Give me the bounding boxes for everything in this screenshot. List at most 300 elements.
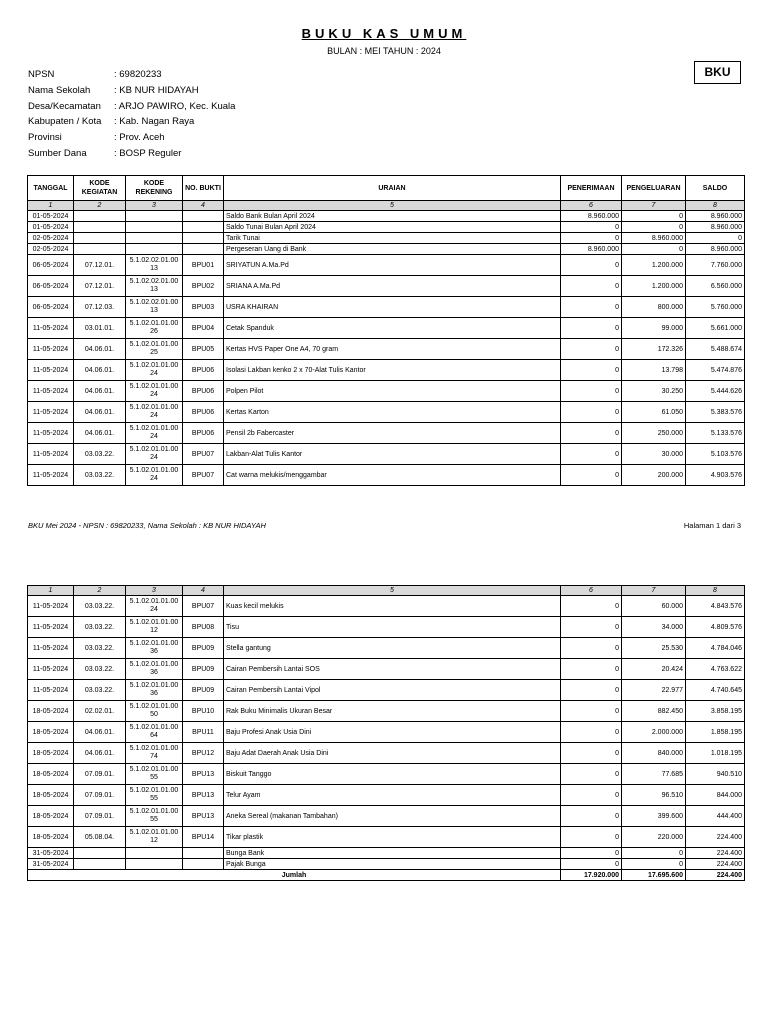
cell-pengeluaran: 8.960.000 — [622, 233, 686, 244]
header-no-bukti: NO. BUKTI — [183, 176, 224, 201]
cell-tanggal: 11-05-2024 — [28, 444, 74, 465]
cell-pengeluaran: 399.600 — [622, 806, 686, 827]
cell-no-bukti — [183, 244, 224, 255]
cell-uraian: Rak Buku Minimalis Ukuran Besar — [224, 701, 561, 722]
cell-tanggal: 11-05-2024 — [28, 596, 74, 617]
cell-uraian: Kertas Karton — [224, 402, 561, 423]
cell-pengeluaran: 250.000 — [622, 423, 686, 444]
cell-kode-rekening — [126, 211, 183, 222]
info-row — [28, 148, 235, 164]
cell-kode-kegiatan: 03.03.22. — [74, 596, 126, 617]
cell-kode-kegiatan: 05.08.04. — [74, 827, 126, 848]
cell-pengeluaran: 60.000 — [622, 596, 686, 617]
info-label: NPSN — [28, 69, 55, 80]
column-number: 1 — [28, 201, 74, 211]
table-row — [28, 318, 745, 339]
table-row — [28, 701, 745, 722]
table-row — [28, 360, 745, 381]
column-number: 3 — [126, 586, 183, 596]
header-tanggal: TANGGAL — [28, 176, 74, 201]
total-row — [28, 870, 745, 881]
cell-uraian: Pensil 2b Fabercaster — [224, 423, 561, 444]
column-number: 1 — [28, 586, 74, 596]
header-kode-kegiatan: KODE KEGIATAN — [74, 176, 126, 201]
table-row — [28, 638, 745, 659]
column-number: 5 — [224, 586, 561, 596]
cell-pengeluaran: 13.798 — [622, 360, 686, 381]
cell-kode-rekening: 5.1.02.01.01.00 24 — [126, 444, 183, 465]
cell-penerimaan: 0 — [561, 276, 622, 297]
cell-kode-kegiatan: 07.09.01. — [74, 806, 126, 827]
info-label: Kabupaten / Kota — [28, 116, 102, 128]
column-number: 6 — [561, 586, 622, 596]
cell-uraian: USRA KHAIRAN — [224, 297, 561, 318]
cell-tanggal: 31-05-2024 — [28, 848, 74, 859]
cell-tanggal: 11-05-2024 — [28, 680, 74, 701]
column-number-row — [28, 201, 745, 211]
cell-saldo: 444.400 — [686, 806, 745, 827]
cell-kode-rekening: 5.1.02.01.01.00 12 — [126, 827, 183, 848]
cell-kode-kegiatan: 07.12.03. — [74, 297, 126, 318]
cell-kode-rekening: 5.1.02.01.01.00 74 — [126, 743, 183, 764]
table-row — [28, 381, 745, 402]
cell-penerimaan: 0 — [561, 444, 622, 465]
total-saldo: 224.400 — [686, 870, 745, 881]
header-saldo: SALDO — [686, 176, 745, 201]
cell-uraian: Aneka Sereal (makanan Tambahan) — [224, 806, 561, 827]
bku-badge: BKU — [694, 61, 741, 84]
cell-pengeluaran: 2.000.000 — [622, 722, 686, 743]
cell-pengeluaran: 220.000 — [622, 827, 686, 848]
cell-no-bukti: BPU06 — [183, 423, 224, 444]
cell-saldo: 5.760.000 — [686, 297, 745, 318]
cell-saldo: 8.960.000 — [686, 222, 745, 233]
column-number: 8 — [686, 586, 745, 596]
total-pengeluaran: 17.695.600 — [622, 870, 686, 881]
cell-no-bukti: BPU09 — [183, 659, 224, 680]
header-uraian: URAIAN — [224, 176, 561, 201]
cell-no-bukti: BPU07 — [183, 465, 224, 486]
cell-pengeluaran: 0 — [622, 222, 686, 233]
cell-pengeluaran: 0 — [622, 848, 686, 859]
cell-penerimaan: 0 — [561, 339, 622, 360]
cell-kode-kegiatan: 03.03.22. — [74, 638, 126, 659]
cell-kode-rekening: 5.1.02.01.01.00 24 — [126, 402, 183, 423]
cell-pengeluaran: 25.530 — [622, 638, 686, 659]
table-row — [28, 722, 745, 743]
cell-no-bukti: BPU03 — [183, 297, 224, 318]
cell-no-bukti: BPU13 — [183, 806, 224, 827]
document-title: BUKU KAS UMUM — [301, 26, 467, 41]
cell-tanggal: 18-05-2024 — [28, 806, 74, 827]
cell-kode-kegiatan — [74, 244, 126, 255]
cell-pengeluaran: 800.000 — [622, 297, 686, 318]
cell-pengeluaran: 0 — [622, 859, 686, 870]
cell-uraian: Lakban-Alat Tulis Kantor — [224, 444, 561, 465]
cell-kode-rekening — [126, 222, 183, 233]
cell-pengeluaran: 96.510 — [622, 785, 686, 806]
table-row — [28, 764, 745, 785]
cell-no-bukti: BPU06 — [183, 402, 224, 423]
cell-uraian: Tisu — [224, 617, 561, 638]
cell-tanggal: 11-05-2024 — [28, 339, 74, 360]
cell-tanggal: 11-05-2024 — [28, 402, 74, 423]
info-label: Provinsi — [28, 132, 62, 144]
cell-uraian: Bunga Bank — [224, 848, 561, 859]
cell-pengeluaran: 61.050 — [622, 402, 686, 423]
ledger-body-page-1 — [28, 211, 745, 486]
cell-uraian: Isolasi Lakban kenko 2 x 70-Alat Tulis Kantor — [224, 360, 561, 381]
table-row — [28, 222, 745, 233]
cell-pengeluaran: 22.977 — [622, 680, 686, 701]
cell-pengeluaran: 840.000 — [622, 743, 686, 764]
cell-penerimaan: 0 — [561, 785, 622, 806]
cell-penerimaan: 0 — [561, 297, 622, 318]
cell-saldo: 224.400 — [686, 848, 745, 859]
cell-tanggal: 11-05-2024 — [28, 659, 74, 680]
cell-kode-kegiatan: 03.03.22. — [74, 617, 126, 638]
cell-kode-rekening: 5.1.02.01.01.00 26 — [126, 318, 183, 339]
cell-kode-kegiatan: 04.06.01. — [74, 402, 126, 423]
cell-penerimaan: 0 — [561, 222, 622, 233]
cell-tanggal: 02-05-2024 — [28, 233, 74, 244]
cell-kode-kegiatan: 04.06.01. — [74, 381, 126, 402]
cell-penerimaan: 0 — [561, 360, 622, 381]
cell-penerimaan: 0 — [561, 722, 622, 743]
cell-pengeluaran: 30.000 — [622, 444, 686, 465]
cell-saldo: 4.809.576 — [686, 617, 745, 638]
cell-tanggal: 11-05-2024 — [28, 423, 74, 444]
table-row — [28, 680, 745, 701]
cell-kode-rekening: 5.1.02.01.01.00 24 — [126, 423, 183, 444]
cell-kode-rekening: 5.1.02.01.01.00 24 — [126, 360, 183, 381]
cell-tanggal: 11-05-2024 — [28, 638, 74, 659]
cell-tanggal: 18-05-2024 — [28, 701, 74, 722]
cell-saldo: 7.760.000 — [686, 255, 745, 276]
total-penerimaan: 17.920.000 — [561, 870, 622, 881]
cell-kode-kegiatan: 04.06.01. — [74, 423, 126, 444]
cell-no-bukti: BPU01 — [183, 255, 224, 276]
info-value: : 69820233 — [114, 69, 162, 80]
cell-uraian: Baju Adat Daerah Anak Usia Dini — [224, 743, 561, 764]
cell-saldo: 5.103.576 — [686, 444, 745, 465]
school-info — [28, 69, 235, 164]
cell-penerimaan: 0 — [561, 806, 622, 827]
table-row — [28, 827, 745, 848]
cell-kode-rekening: 5.1.02.01.01.00 55 — [126, 764, 183, 785]
cell-penerimaan: 0 — [561, 743, 622, 764]
cell-uraian: Tikar plastik — [224, 827, 561, 848]
cell-kode-rekening: 5.1.02.01.01.00 24 — [126, 381, 183, 402]
cell-kode-kegiatan: 07.09.01. — [74, 764, 126, 785]
cell-saldo: 0 — [686, 233, 745, 244]
info-label: Nama Sekolah — [28, 84, 91, 96]
cell-kode-kegiatan: 03.03.22. — [74, 680, 126, 701]
cell-kode-rekening — [126, 859, 183, 870]
cell-kode-kegiatan: 03.03.22. — [74, 659, 126, 680]
info-row — [28, 85, 235, 101]
cell-uraian: Kuas kecil melukis — [224, 596, 561, 617]
table-row — [28, 339, 745, 360]
cell-saldo: 1.858.195 — [686, 722, 745, 743]
cell-kode-kegiatan — [74, 859, 126, 870]
cell-penerimaan: 0 — [561, 764, 622, 785]
cell-kode-kegiatan: 07.12.01. — [74, 276, 126, 297]
cell-penerimaan: 0 — [561, 680, 622, 701]
table-row — [28, 211, 745, 222]
info-value: : ARJO PAWIRO, Kec. Kuala — [114, 100, 236, 112]
cell-uraian: Telur Ayam — [224, 785, 561, 806]
cell-penerimaan: 0 — [561, 255, 622, 276]
column-number-row — [28, 586, 745, 596]
table-header-row — [28, 176, 745, 201]
cell-uraian: Pergeseran Uang di Bank — [224, 244, 561, 255]
cell-saldo: 940.510 — [686, 764, 745, 785]
cell-pengeluaran: 1.200.000 — [622, 255, 686, 276]
column-number: 2 — [74, 201, 126, 211]
cell-kode-kegiatan: 04.06.01. — [74, 722, 126, 743]
ledger-body-page-2 — [28, 596, 745, 870]
cell-pengeluaran: 0 — [622, 244, 686, 255]
cell-tanggal: 18-05-2024 — [28, 743, 74, 764]
info-value: : KB NUR HIDAYAH — [114, 84, 199, 96]
table-row — [28, 276, 745, 297]
cell-kode-rekening: 5.1.02.01.01.00 55 — [126, 806, 183, 827]
cell-tanggal: 18-05-2024 — [28, 764, 74, 785]
cell-saldo: 4.903.576 — [686, 465, 745, 486]
cell-kode-kegiatan: 02.02.01. — [74, 701, 126, 722]
column-number: 5 — [224, 201, 561, 211]
cell-saldo: 1.018.195 — [686, 743, 745, 764]
table-row — [28, 233, 745, 244]
cell-kode-kegiatan: 03.03.22. — [74, 465, 126, 486]
info-row — [28, 69, 235, 85]
cell-uraian: Cat warna melukis/menggambar — [224, 465, 561, 486]
cell-pengeluaran: 99.000 — [622, 318, 686, 339]
cell-kode-rekening: 5.1.02.01.01.00 25 — [126, 339, 183, 360]
cell-pengeluaran: 200.000 — [622, 465, 686, 486]
table-row — [28, 743, 745, 764]
cell-kode-kegiatan — [74, 848, 126, 859]
ledger-table-page-1 — [27, 175, 745, 486]
cell-tanggal: 01-05-2024 — [28, 222, 74, 233]
cell-saldo: 844.000 — [686, 785, 745, 806]
table-row — [28, 255, 745, 276]
table-row — [28, 848, 745, 859]
cell-tanggal: 18-05-2024 — [28, 785, 74, 806]
cell-uraian: Polpen Pilot — [224, 381, 561, 402]
cell-kode-rekening: 5.1.02.01.01.00 24 — [126, 596, 183, 617]
cell-saldo: 8.960.000 — [686, 244, 745, 255]
cell-pengeluaran: 34.000 — [622, 617, 686, 638]
cell-uraian: Saldo Bank Bulan April 2024 — [224, 211, 561, 222]
header-kode-rekening: KODE REKENING — [126, 176, 183, 201]
cell-saldo: 3.858.195 — [686, 701, 745, 722]
table-row — [28, 659, 745, 680]
table-row — [28, 617, 745, 638]
cell-uraian: Cetak Spanduk — [224, 318, 561, 339]
cell-tanggal: 31-05-2024 — [28, 859, 74, 870]
cell-kode-kegiatan: 07.12.01. — [74, 255, 126, 276]
cell-penerimaan: 0 — [561, 827, 622, 848]
cell-uraian: Baju Profesi Anak Usia Dini — [224, 722, 561, 743]
document-subtitle: BULAN : MEI TAHUN : 2024 — [327, 46, 441, 56]
cell-no-bukti: BPU02 — [183, 276, 224, 297]
cell-tanggal: 11-05-2024 — [28, 617, 74, 638]
column-number: 7 — [622, 201, 686, 211]
cell-tanggal: 06-05-2024 — [28, 297, 74, 318]
total-label: Jumlah — [28, 870, 561, 881]
cell-no-bukti: BPU08 — [183, 617, 224, 638]
cell-penerimaan: 0 — [561, 381, 622, 402]
cell-pengeluaran: 1.200.000 — [622, 276, 686, 297]
cell-saldo: 5.488.674 — [686, 339, 745, 360]
cell-saldo: 5.661.000 — [686, 318, 745, 339]
cell-kode-kegiatan: 04.06.01. — [74, 360, 126, 381]
cell-no-bukti: BPU06 — [183, 381, 224, 402]
cell-kode-rekening: 5.1.02.01.01.00 36 — [126, 638, 183, 659]
cell-kode-rekening — [126, 233, 183, 244]
footer-page-number: Halaman 1 dari 3 — [683, 521, 741, 530]
cell-no-bukti: BPU12 — [183, 743, 224, 764]
cell-tanggal: 11-05-2024 — [28, 318, 74, 339]
cell-kode-kegiatan: 04.06.01. — [74, 743, 126, 764]
cell-saldo: 4.784.046 — [686, 638, 745, 659]
info-label: Sumber Dana — [28, 147, 87, 159]
cell-uraian: Tarik Tunai — [224, 233, 561, 244]
table-row — [28, 785, 745, 806]
cell-kode-rekening — [126, 244, 183, 255]
cell-uraian: Cairan Pembersih Lantai SOS — [224, 659, 561, 680]
cell-tanggal: 18-05-2024 — [28, 722, 74, 743]
cell-penerimaan: 0 — [561, 318, 622, 339]
cell-no-bukti: BPU14 — [183, 827, 224, 848]
cell-kode-rekening: 5.1.02.02.01.00 13 — [126, 276, 183, 297]
cell-kode-rekening: 5.1.02.01.01.00 36 — [126, 680, 183, 701]
cell-no-bukti: BPU07 — [183, 596, 224, 617]
cell-kode-rekening: 5.1.02.01.01.00 64 — [126, 722, 183, 743]
cell-penerimaan: 0 — [561, 848, 622, 859]
cell-tanggal: 11-05-2024 — [28, 381, 74, 402]
table-row — [28, 859, 745, 870]
footer-document-info: BKU Mei 2024 - NPSN : 69820233, Nama Sekolah : KB NUR HIDAYAH — [28, 521, 266, 530]
cell-no-bukti: BPU13 — [183, 764, 224, 785]
cell-no-bukti — [183, 211, 224, 222]
ledger-table-page-2 — [27, 585, 745, 881]
cell-no-bukti: BPU11 — [183, 722, 224, 743]
info-value: : Prov. Aceh — [114, 132, 165, 144]
table-row — [28, 596, 745, 617]
column-number: 6 — [561, 201, 622, 211]
cell-penerimaan: 0 — [561, 859, 622, 870]
cell-kode-rekening: 5.1.02.02.01.00 13 — [126, 255, 183, 276]
info-value: : Kab. Nagan Raya — [114, 116, 195, 128]
cell-tanggal: 11-05-2024 — [28, 360, 74, 381]
cell-uraian: SRIANA A.Ma.Pd — [224, 276, 561, 297]
cell-saldo: 4.740.645 — [686, 680, 745, 701]
column-number: 4 — [183, 201, 224, 211]
cell-kode-rekening: 5.1.02.01.01.00 12 — [126, 617, 183, 638]
cell-no-bukti: BPU09 — [183, 680, 224, 701]
cell-no-bukti: BPU13 — [183, 785, 224, 806]
cell-uraian: Kertas HVS Paper One A4, 70 gram — [224, 339, 561, 360]
cell-saldo: 4.843.576 — [686, 596, 745, 617]
table-row — [28, 297, 745, 318]
cell-penerimaan: 8.960.000 — [561, 244, 622, 255]
cell-kode-kegiatan — [74, 211, 126, 222]
cell-kode-rekening: 5.1.02.01.01.00 36 — [126, 659, 183, 680]
cell-pengeluaran: 172.326 — [622, 339, 686, 360]
column-number: 4 — [183, 586, 224, 596]
cell-kode-rekening: 5.1.02.01.01.00 24 — [126, 465, 183, 486]
cell-uraian: Biskuit Tanggo — [224, 764, 561, 785]
cell-saldo: 6.560.000 — [686, 276, 745, 297]
cell-no-bukti: BPU05 — [183, 339, 224, 360]
cell-penerimaan: 0 — [561, 617, 622, 638]
column-number: 8 — [686, 201, 745, 211]
cell-kode-rekening: 5.1.02.02.01.00 13 — [126, 297, 183, 318]
cell-no-bukti: BPU04 — [183, 318, 224, 339]
cell-kode-rekening: 5.1.02.01.01.00 55 — [126, 785, 183, 806]
header-penerimaan: PENERIMAAN — [561, 176, 622, 201]
cell-saldo: 4.763.622 — [686, 659, 745, 680]
cell-no-bukti: BPU10 — [183, 701, 224, 722]
cell-saldo: 5.474.876 — [686, 360, 745, 381]
cell-saldo: 5.444.626 — [686, 381, 745, 402]
header-pengeluaran: PENGELUARAN — [622, 176, 686, 201]
column-number: 2 — [74, 586, 126, 596]
cell-no-bukti — [183, 859, 224, 870]
cell-pengeluaran: 20.424 — [622, 659, 686, 680]
cell-tanggal: 06-05-2024 — [28, 255, 74, 276]
cell-penerimaan: 0 — [561, 638, 622, 659]
cell-penerimaan: 0 — [561, 659, 622, 680]
table-row — [28, 423, 745, 444]
cell-penerimaan: 0 — [561, 701, 622, 722]
cell-tanggal: 18-05-2024 — [28, 827, 74, 848]
cell-penerimaan: 0 — [561, 402, 622, 423]
cell-no-bukti — [183, 848, 224, 859]
cell-kode-kegiatan: 03.01.01. — [74, 318, 126, 339]
table-row — [28, 402, 745, 423]
cell-penerimaan: 0 — [561, 423, 622, 444]
cell-saldo: 224.400 — [686, 827, 745, 848]
cell-kode-kegiatan — [74, 233, 126, 244]
table-row — [28, 806, 745, 827]
cell-tanggal: 11-05-2024 — [28, 465, 74, 486]
cell-uraian: Saldo Tunai Bulan April 2024 — [224, 222, 561, 233]
info-label: Desa/Kecamatan — [28, 100, 101, 112]
column-number: 7 — [622, 586, 686, 596]
cell-pengeluaran: 30.250 — [622, 381, 686, 402]
cell-no-bukti: BPU06 — [183, 360, 224, 381]
cell-penerimaan: 0 — [561, 465, 622, 486]
column-number: 3 — [126, 201, 183, 211]
cell-pengeluaran: 882.450 — [622, 701, 686, 722]
cell-no-bukti: BPU09 — [183, 638, 224, 659]
cell-tanggal: 06-05-2024 — [28, 276, 74, 297]
cell-saldo: 5.383.576 — [686, 402, 745, 423]
info-row — [28, 101, 235, 117]
cell-penerimaan: 8.960.000 — [561, 211, 622, 222]
cell-saldo: 5.133.576 — [686, 423, 745, 444]
info-value: : BOSP Reguler — [114, 147, 182, 159]
cell-saldo: 8.960.000 — [686, 211, 745, 222]
cell-penerimaan: 0 — [561, 596, 622, 617]
cell-no-bukti: BPU07 — [183, 444, 224, 465]
table-row — [28, 465, 745, 486]
cell-uraian: Pajak Bunga — [224, 859, 561, 870]
